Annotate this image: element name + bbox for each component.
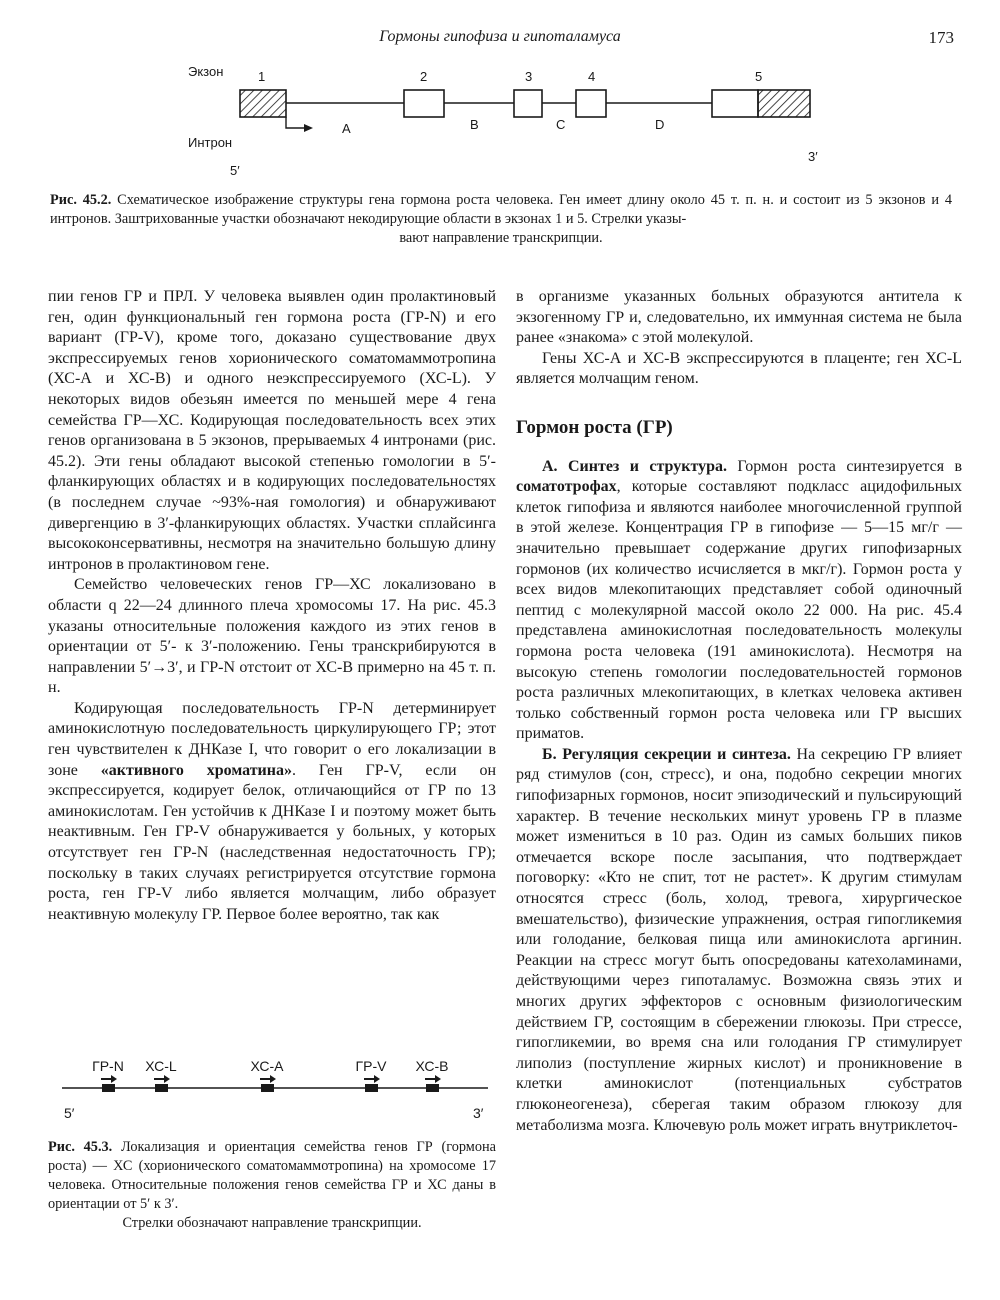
exon-label: Экзон	[188, 64, 224, 79]
exon-number-1: 1	[258, 69, 266, 84]
caption-label: Рис. 45.3.	[48, 1139, 113, 1155]
exon-number-5: 5	[755, 69, 763, 84]
paragraph: А. Синтез и структура. Гормон роста синтезируется в соматотрофах, которые составляют подкласс ацидофильных клеток гипофиза и являются наиболее многочисленной группой в этой железе. Концентрация ГР в гипофизе — 5—15 мг/г — значительно превышает содержание других гипофизарных гормонов (их количество исчисляется в мкг/г). Гормон роста у всех видов млекопитающих представляет собой одиночный пептид с молекулярной массой около 22 000. На рис. 45.4 представлена аминокислотная последовательность молекулы гормона роста человека (191 аминокислота). Несмотря на высокую степень гомологии последовательностей гормонов роста различных млекопитающих, в клетках человека активен только собственный гормон роста человека или ГР высших приматов.	[516, 457, 963, 743]
exon-5-coding-box	[712, 90, 758, 117]
gene-structure-figure	[0, 55, 1000, 185]
figure-45-2-caption	[50, 191, 952, 248]
paragraph: Семейство человеческих генов ГР—ХС локализовано в области q 22—24 длинного плеча хромосомы 17. На рис. 45.3 указаны относительные положения каждого из этих генов в ориентации от 5′- к 3′-положению. Гены транскрибируются в направлении 5′→3′, и ГР-N отстоит от ХС-В примерно на 45 т. п. н.	[48, 576, 496, 697]
running-head: Гормоны гипофиза и гипоталамуса	[379, 28, 621, 45]
svg-text:ГР-V: ГР-V	[355, 1058, 387, 1074]
figure-45-3-caption	[48, 1138, 496, 1233]
paragraph: Кодирующая последовательность ГР-N детерминирует аминокислотную последовательность циркулирующего ГР; этот ген чувствителен к ДНКазе I, что говорит о его локализации в зоне «активного хроматина». Ген ГР-V, если он экспрессируется, кодирует белок, отличающийся от ГР по 13 аминокислотам. Ген устойчив к ДНКазе I и поэтому может быть неактивным. Ген ГР-V обнаруживается у больных, у которых отсутствует ген ГР-N (наследственная недостаточность ГР); поскольку в таких случаях регистрируется отсутствие гормона роста, ген ГР-V либо является молчащим, либо образует неактивную молекулу ГР. Первое более вероятно, так как	[48, 699, 496, 923]
subsection-head: А. Синтез и структура.	[542, 457, 727, 475]
svg-text:ХС-L: ХС-L	[145, 1058, 177, 1074]
exon-1-box	[240, 90, 286, 117]
caption-text: Схематическое изображение структуры гена гормона роста человека. Ген имеет длину около 45 т. п. н. и состоит из 5 экзонов и 4 интронов. Заштрихованные участки обозначают некодирующие области в экзонах 1 и 5. Стрелки указы-	[50, 192, 952, 227]
intron-letter-d: D	[655, 117, 665, 132]
exon-3-box	[514, 90, 542, 117]
exon-number-2: 2	[420, 69, 428, 84]
exon-2-box	[404, 90, 444, 117]
caption-text: Локализация и ориентация семейства генов ГР (гормона роста) — ХС (хорионического соматомаммотропина) на хромосоме 17 человека. Относительные положения генов семейства ГР и ХС даны в ориентации от 5′ к 3′.	[48, 1139, 497, 1212]
svg-text:ГР-N: ГР-N	[92, 1058, 124, 1074]
five-prime-end: 5′	[230, 163, 240, 178]
subsection-head: Б. Регуляция секреции и синтеза.	[542, 745, 791, 763]
intron-letter-a: A	[342, 121, 351, 136]
svg-text:ХС-А: ХС-А	[250, 1058, 284, 1074]
intron-label: Интрон	[188, 135, 233, 150]
intron-letter-c: C	[556, 117, 566, 132]
intron-letter-b: B	[470, 117, 479, 132]
section-title: Гормон роста (ГР)	[516, 416, 673, 438]
paragraph: пии генов ГР и ПРЛ. У человека выявлен один пролактиновый ген, один функциональный ген гормона роста (ГР-N) и его вариант (ГР-V), кроме того, доказано существование двух экспрессируемых генов хорионического соматомаммотропина (ХС-А и ХС-В) и одного неэкспрессируемого (ХС-L). У некоторых видов обезьян имеется по меньшей мере 4 гена семейства ГР—ХС. Кодирующая последовательность всех этих генов организована в 5 экзонов, прерываемых 4 интронами (рис. 45.2). Эти гены обладают высокой степенью гомологии в 5′-фланкирующих областях и в кодирующих последовательностях (в последнем случае ~93%-ная гомология) и обнаруживают дивергенцию в 3′-фланкирующих областях. Участки сплайсинга высококонсервативны, несмотря на значительно большую длину интронов в пролактиновом гене.	[48, 288, 496, 573]
page-number: 173	[928, 28, 954, 47]
caption-last-line: Стрелки обозначают направление транскрипции.	[122, 1215, 422, 1231]
transcription-arrow-icon	[286, 117, 304, 128]
gene-marker-xc-l	[145, 1058, 177, 1092]
five-prime-end: 5′	[64, 1105, 75, 1121]
three-prime-end: 3′	[473, 1105, 484, 1121]
svg-text:ХС-В: ХС-В	[415, 1058, 449, 1074]
exon-number-3: 3	[525, 69, 533, 84]
caption-last-line: вают направление транскрипции.	[399, 230, 603, 246]
gene-marker-xc-a	[251, 1058, 285, 1092]
paragraph: Б. Регуляция секреции и синтеза. На секрецию ГР влияет ряд стимулов (сон, стресс), и она, подобно секреции многих гипофизарных гормонов, носит эпизодический и пульсирующий характер. В течение нескольких минут уровень ГР в плазме может измениться в 10 раз. Один из самых больших пиков отмечается вскоре после засыпания, что подтверждает поговорку: «Кто не спит, тот не растет». К другим стимулам относятся стресс (боль, холод, тревога, хирургическое вмешательство), физические упражнения, острая гипогликемия или голодание, белковая пища или аминокислота аргинин. Реакции на стресс могут быть опосредованы катехоламинами, действующими через гипоталамус. Возможна связь этих и многих других эффекторов с основным физиологическим действием ГР, состоящим в сбережении глюкозы. При стрессе, гипогликемии, во время сна или голодания ГР стимулирует липолиз (поступление жирных кислот) и проникновение в клетки аминокислот (потенциальных субстратов глюконеогенеза), сберегая таким образом глюкозу для метаболизма мозга. Ключевую роль может играть внутриклеточ-	[516, 745, 962, 1134]
bold-term: соматотрофах	[516, 478, 617, 496]
bold-term: «активного хроматина»	[100, 761, 292, 779]
caption-label: Рис. 45.2.	[50, 192, 112, 208]
exon-number-4: 4	[588, 69, 596, 84]
paragraph: Гены ХС-А и ХС-В экспрессируются в плаценте; ген ХС-L является молчащим геном.	[516, 349, 962, 388]
paragraph: в организме указанных больных образуются антитела к экзогенному ГР и, следовательно, их иммунная система не была ранее «знакома» с этой молекулой.	[516, 288, 962, 347]
exon-5-noncoding-box	[758, 90, 810, 117]
gene-family-figure	[48, 1046, 496, 1132]
gene-marker-gr-n	[92, 1058, 124, 1092]
right-column	[516, 287, 962, 1136]
left-column	[48, 287, 496, 925]
gene-marker-xc-b	[416, 1058, 449, 1092]
three-prime-end: 3′	[808, 149, 818, 164]
arrowhead-icon	[304, 124, 313, 132]
exon-4-box	[576, 90, 606, 117]
gene-marker-gr-v	[356, 1058, 388, 1092]
